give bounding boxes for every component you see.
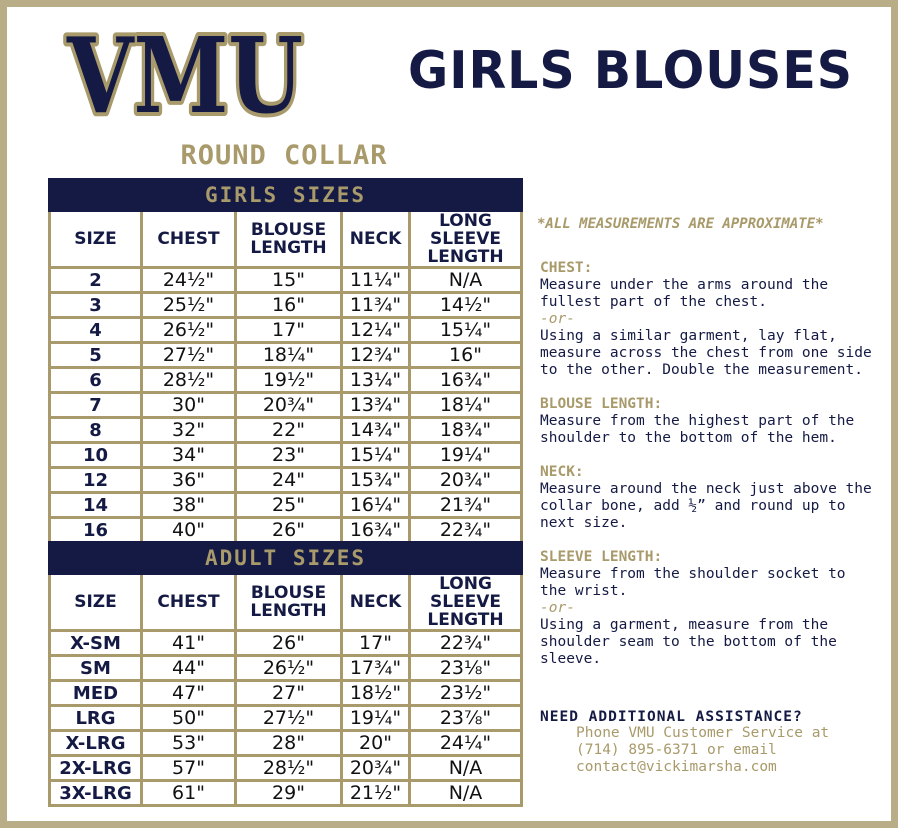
neck-instructions [540,464,875,532]
blouse-length-cell: 23" [236,443,342,468]
chest-cell: 57" [142,756,236,781]
assistance-heading: NEED ADDITIONAL ASSISTANCE? [540,709,803,725]
chest-cell: 50" [142,706,236,731]
neck-cell: 13¼" [342,368,410,393]
vmu-logo-text: VMU [66,14,304,137]
chest-cell: 44" [142,656,236,681]
neck-cell: 17¾" [342,656,410,681]
sleeve-length-cell: 19¼" [410,443,522,468]
size-cell: 16 [50,518,142,543]
chest-cell: 32" [142,418,236,443]
neck-cell: 20¾" [342,756,410,781]
chest-cell: 53" [142,731,236,756]
assistance-text: Phone VMU Customer Service at (714) 895-6371 or email contact@vickimarsha.com [576,725,830,775]
size-cell: 2X-LRG [50,756,142,781]
sleeve-length-cell: 22¾" [410,518,522,543]
blouse-length-cell: 26½" [236,656,342,681]
chest-heading: CHEST: [540,260,593,276]
assistance-block [540,709,876,776]
size-cell: 3 [50,293,142,318]
sleeve-length-cell: 24¼" [410,731,522,756]
sleeve-length-cell: 23⅞" [410,706,522,731]
size-row [50,731,522,756]
neck-heading: NECK: [540,464,584,480]
header-blouse-length: BLOUSE LENGTH [236,211,342,268]
blouse-length-cell: 16" [236,293,342,318]
size-cell: 12 [50,468,142,493]
chest-cell: 40" [142,518,236,543]
chest-cell: 30" [142,393,236,418]
size-row [50,631,522,656]
blouse-length-cell: 15" [236,268,342,293]
neck-cell: 15¾" [342,468,410,493]
chest-cell: 24½" [142,268,236,293]
adult-size-table [48,541,523,807]
sleeve-length-cell: N/A [410,781,522,806]
header-long-sleeve-length: LONG SLEEVE LENGTH [410,211,522,268]
neck-cell: 11¼" [342,268,410,293]
blouse-length-cell: 27" [236,681,342,706]
sleeve-length-cell: 22¾" [410,631,522,656]
chest-cell: 28½" [142,368,236,393]
size-cell: 3X-LRG [50,781,142,806]
neck-cell: 20" [342,731,410,756]
size-row [50,756,522,781]
size-cell: 2 [50,268,142,293]
header-chest: CHEST [142,574,236,631]
size-cell: SM [50,656,142,681]
neck-cell: 16¾" [342,518,410,543]
size-row [50,268,522,293]
sleeve-length-cell: 18¼" [410,393,522,418]
size-row [50,681,522,706]
size-row [50,706,522,731]
blouse-length-cell: 22" [236,418,342,443]
neck-cell: 12¾" [342,343,410,368]
chest-cell: 38" [142,493,236,518]
girls-sizes-banner: GIRLS SIZES [50,180,522,211]
neck-cell: 13¾" [342,393,410,418]
sleeve-length-instructions [540,549,875,668]
size-cell: X-SM [50,631,142,656]
blouse-length-cell: 27½" [236,706,342,731]
size-row [50,368,522,393]
neck-cell: 12¼" [342,318,410,343]
blouse-length-cell: 24" [236,468,342,493]
sleeve-length-cell: 14½" [410,293,522,318]
sleeve-length-cell: 23½" [410,681,522,706]
blouse-length-cell: 26" [236,518,342,543]
chest-cell: 47" [142,681,236,706]
chest-cell: 41" [142,631,236,656]
neck-cell: 18½" [342,681,410,706]
chest-or: -or- [540,311,575,327]
blouse-length-cell: 19½" [236,368,342,393]
size-cell: 5 [50,343,142,368]
sleeve-length-cell: 23⅛" [410,656,522,681]
blouse-length-heading: BLOUSE LENGTH: [540,396,663,412]
blouse-length-cell: 29" [236,781,342,806]
neck-cell: 14¾" [342,418,410,443]
neck-cell: 19¼" [342,706,410,731]
blouse-length-cell: 25" [236,493,342,518]
header-blouse-length: BLOUSE LENGTH [236,574,342,631]
chest-cell: 36" [142,468,236,493]
chest-text-1: Measure under the arms around the fullest part of the chest. [540,277,829,310]
size-row [50,443,522,468]
sleeve-length-cell: N/A [410,756,522,781]
sleeve-length-cell: 20¾" [410,468,522,493]
page-title: GIRLS BLOUSES [408,40,854,101]
blouse-length-cell: 28½" [236,756,342,781]
chest-cell: 25½" [142,293,236,318]
size-cell: 10 [50,443,142,468]
size-row [50,418,522,443]
size-row [50,318,522,343]
size-cell: 7 [50,393,142,418]
adult-sizes-banner: ADULT SIZES [50,543,522,574]
blouse-length-cell: 18¼" [236,343,342,368]
size-cell: LRG [50,706,142,731]
sleeve-length-or: -or- [540,600,575,616]
size-row [50,293,522,318]
header-size: SIZE [50,574,142,631]
size-row [50,518,522,543]
blouse-length-cell: 20¾" [236,393,342,418]
sleeve-length-text-2: Using a garment, measure from the shoulder seam to the bottom of the sleeve. [540,617,837,667]
chest-cell: 27½" [142,343,236,368]
neck-cell: 11¾" [342,293,410,318]
size-row [50,468,522,493]
neck-cell: 16¼" [342,493,410,518]
neck-cell: 21½" [342,781,410,806]
size-cell: 6 [50,368,142,393]
size-cell: 14 [50,493,142,518]
size-row [50,656,522,681]
size-row [50,781,522,806]
sleeve-length-cell: 21¾" [410,493,522,518]
blouse-length-text: Measure from the highest part of the shoulder to the bottom of the hem. [540,413,855,446]
neck-cell: 17" [342,631,410,656]
header-size: SIZE [50,211,142,268]
sleeve-length-cell: 18¾" [410,418,522,443]
size-row [50,343,522,368]
size-cell: MED [50,681,142,706]
header-long-sleeve-length: LONG SLEEVE LENGTH [410,574,522,631]
size-cell: 4 [50,318,142,343]
blouse-length-instructions [540,396,875,447]
approximate-note: *ALL MEASUREMENTS ARE APPROXIMATE* [537,216,824,232]
sleeve-length-cell: 16¾" [410,368,522,393]
chest-text-2: Using a similar garment, lay flat, measure across the chest from one side to the other. Double the measurement. [540,328,872,378]
neck-cell: 15¼" [342,443,410,468]
sleeve-length-text-1: Measure from the shoulder socket to the wrist. [540,566,846,599]
measurement-instructions [540,260,875,685]
header-neck: NECK [342,211,410,268]
size-cell: X-LRG [50,731,142,756]
size-cell: 8 [50,418,142,443]
collar-subtitle: ROUND COLLAR [180,140,388,171]
blouse-length-cell: 26" [236,631,342,656]
chest-cell: 34" [142,443,236,468]
sleeve-length-heading: SLEEVE LENGTH: [540,549,663,565]
sleeve-length-cell: N/A [410,268,522,293]
blouse-length-cell: 28" [236,731,342,756]
neck-text: Measure around the neck just above the collar bone, add ½” and round up to next size. [540,481,872,531]
chest-cell: 61" [142,781,236,806]
size-row [50,493,522,518]
blouse-length-cell: 17" [236,318,342,343]
sleeve-length-cell: 15¼" [410,318,522,343]
sleeve-length-cell: 16" [410,343,522,368]
header-chest: CHEST [142,211,236,268]
size-row [50,393,522,418]
girls-size-table [48,178,523,544]
chest-instructions [540,260,875,379]
vmu-logo [62,14,308,137]
chest-cell: 26½" [142,318,236,343]
header-neck: NECK [342,574,410,631]
